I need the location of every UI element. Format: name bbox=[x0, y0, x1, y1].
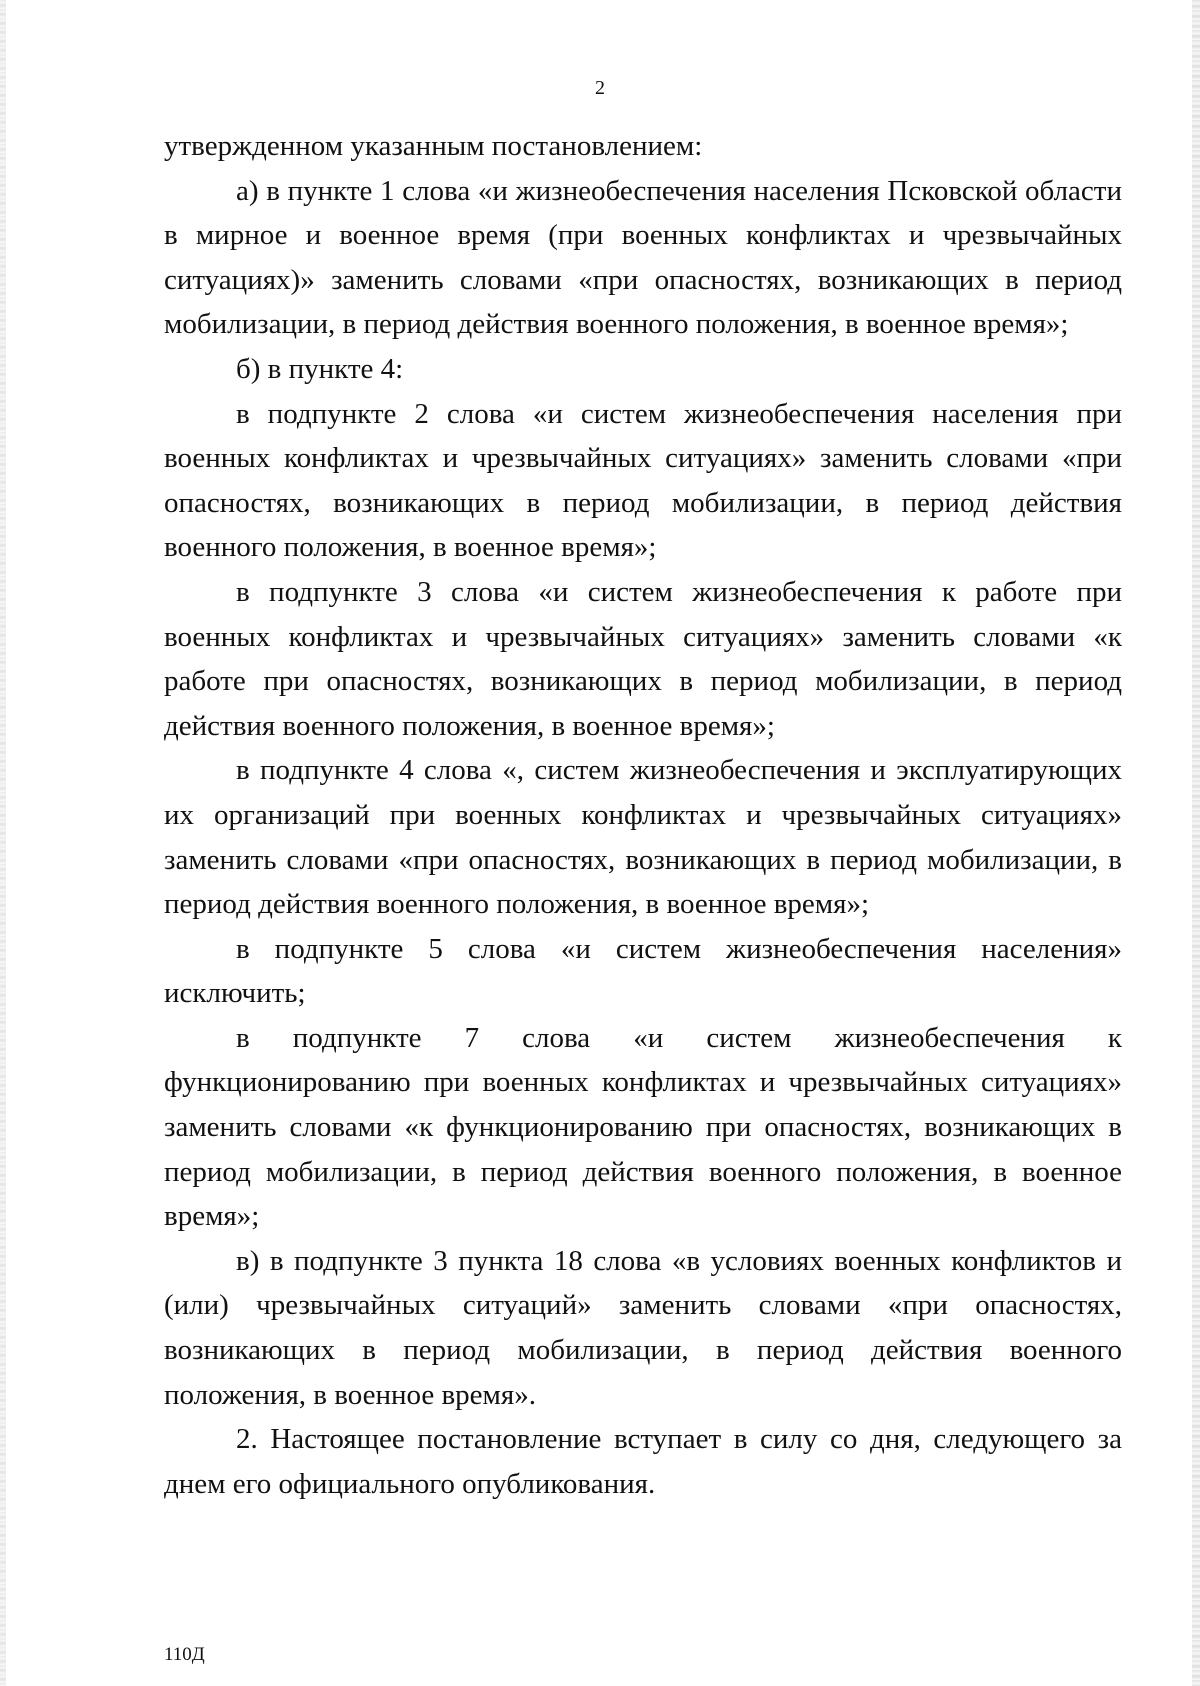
paragraph-intro: утвержденном указанным постановлением: bbox=[164, 130, 703, 162]
document-code: 110Д bbox=[164, 1644, 205, 1665]
page-number: 2 bbox=[595, 77, 605, 99]
paragraph-subitem-5: в подпункте 5 слова «и систем жизнеобеспечения населения» исключить; bbox=[164, 932, 1122, 1010]
paragraph-subitem-3: в подпункте 3 слова «и систем жизнеобеспечения к работе при военных конфликтах и чрезвычайных ситуациях» заменить словами «к работе при опасностях, возникающих в период мобилизации, в период действия военного положения, в военное время»; bbox=[164, 575, 1122, 742]
paragraph-item-a: а) в пункте 1 слова «и жизнеобеспечения населения Псковской области в мирное и военное время (при военных конфликтах и чрезвычайных ситуациях)» заменить словами «при опасностях, возникающих в период мобилизации, в период действия военного положения, в военное время»; bbox=[164, 174, 1122, 341]
scan-edge-right bbox=[1192, 0, 1200, 1686]
paragraph-subitem-7: в подпункте 7 слова «и систем жизнеобеспечения к функционированию при военных конфликтах и чрезвычайных ситуациях» заменить словами «к функционированию при опасностях, возникающих в период мобилизации, в период действия военного положения, в военное время»; bbox=[164, 1021, 1122, 1233]
document-body bbox=[164, 124, 1122, 1506]
paragraph-item-b: б) в пункте 4: bbox=[236, 352, 404, 385]
paragraph-subitem-2: в подпункте 2 слова «и систем жизнеобеспечения населения при военных конфликтах и чрезвычайных ситуациях» заменить словами «при опасностях, возникающих в период мобилизации, в период действия военного положения, в военное время»; bbox=[164, 397, 1122, 564]
paragraph-item-v: в) в подпункте 3 пункта 18 слова «в условиях военных конфликтов и (или) чрезвычайных ситуаций» заменить словами «при опасностях, возникающих в период мобилизации, в период действия военного положения, в военное время». bbox=[164, 1244, 1122, 1411]
scan-edge-left bbox=[0, 0, 6, 1686]
paragraph-subitem-4: в подпункте 4 слова «, систем жизнеобеспечения и эксплуатирующих их организаций при военных конфликтах и чрезвычайных ситуациях» заменить словами «при опасностях, возникающих в период мобилизации, в период действия военного положения, в военное время»; bbox=[164, 754, 1122, 921]
paragraph-effective-date: 2. Настоящее постановление вступает в силу со дня, следующего за днем его официального опубликования. bbox=[164, 1423, 1122, 1500]
